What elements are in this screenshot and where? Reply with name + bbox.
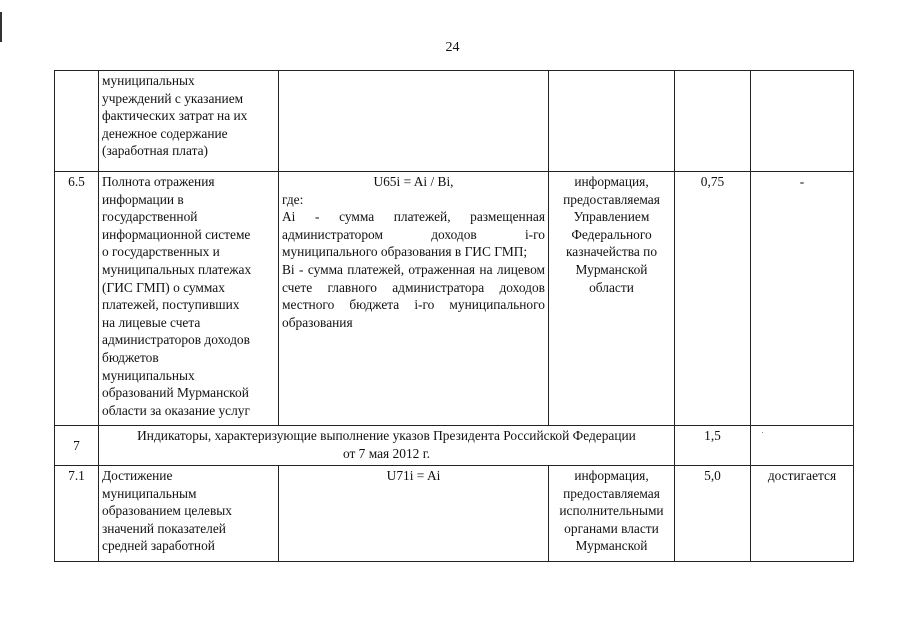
text-line: платежей, поступивших xyxy=(102,297,240,313)
text-line: бюджетов xyxy=(102,349,159,365)
text-line: Федерального xyxy=(571,226,652,242)
formula-where: где: xyxy=(282,191,304,207)
formula-main: U71i = Ai xyxy=(386,468,441,483)
page-number: 24 xyxy=(445,40,460,55)
indicator-name xyxy=(99,172,279,426)
source-cell xyxy=(549,172,675,426)
formula-definition-b: Bi - сумма платежей, отраженная на лицевом счете главного администратора доходов местного бюджета i-го муниципального образования xyxy=(282,261,545,330)
source-cell xyxy=(549,71,675,172)
weight-cell: 5,0 xyxy=(675,466,751,562)
text-line: информационной системе xyxy=(102,226,251,242)
text-line: муниципальных xyxy=(102,367,195,383)
weight-cell: 0,75 xyxy=(675,172,751,426)
text-line: предоставляемая xyxy=(563,485,660,501)
text-line: (ГИС ГМП) о суммах xyxy=(102,279,225,295)
text-line: предоставляемая xyxy=(563,191,660,207)
text-line: органами власти xyxy=(564,520,659,536)
formula-cell xyxy=(279,172,549,426)
text-line: на лицевые счета xyxy=(102,314,201,330)
text-line: информация, xyxy=(574,468,649,483)
target-cell: - xyxy=(751,172,854,426)
source-cell xyxy=(549,466,675,562)
text-line: информация, xyxy=(574,174,649,189)
text-line: (заработная плата) xyxy=(102,143,208,159)
formula-cell xyxy=(279,466,549,562)
formula-cell xyxy=(279,71,549,172)
margin-mark xyxy=(0,12,2,42)
row-number xyxy=(55,71,99,172)
weight-cell xyxy=(675,71,751,172)
target-cell: достигается xyxy=(751,466,854,562)
text-line: исполнительными xyxy=(559,503,664,519)
text-line: муниципальных платежах xyxy=(102,261,252,277)
text-line: фактических затрат на их xyxy=(102,108,248,124)
table-row xyxy=(55,426,854,466)
indicator-table xyxy=(54,70,854,562)
table-row xyxy=(55,466,854,562)
text-line: Мурманской xyxy=(575,261,648,277)
scan-speck xyxy=(762,432,763,433)
target-cell xyxy=(751,71,854,172)
section-heading xyxy=(99,426,675,466)
indicator-name xyxy=(99,71,279,172)
text-line: средней заработной xyxy=(102,538,215,554)
weight-cell: 1,5 xyxy=(675,426,751,466)
formula-definition-a: Ai - сумма платежей, размещенная администратором доходов i-го муниципального образования в ГИС ГМП; xyxy=(282,209,545,260)
row-number: 6.5 xyxy=(55,172,99,426)
text-line: Индикаторы, характеризующие выполнение указов Президента Российской Федерации xyxy=(137,428,636,443)
table-row xyxy=(55,71,854,172)
text-line: государственной xyxy=(102,209,198,225)
text-line: учреждений с указанием xyxy=(102,90,244,106)
text-line: муниципальным xyxy=(102,485,197,501)
row-number: 7 xyxy=(55,426,99,466)
text-line: от 7 мая 2012 г. xyxy=(342,445,431,461)
table-row xyxy=(55,172,854,426)
text-line: казначейства по xyxy=(565,244,658,260)
text-line: муниципальных xyxy=(102,73,195,88)
text-line: Мурманской xyxy=(575,538,648,554)
text-line: о государственных и xyxy=(102,244,220,260)
indicator-name xyxy=(99,466,279,562)
text-line: значений показателей xyxy=(102,520,226,536)
text-line: Управлением xyxy=(573,209,650,225)
text-line: информации в xyxy=(102,191,184,207)
target-cell xyxy=(751,426,854,466)
text-line: области xyxy=(589,279,634,295)
text-line: Полнота отражения xyxy=(102,174,215,189)
text-line: денежное содержание xyxy=(102,125,228,141)
formula-main: U65i = Ai / Bi, xyxy=(373,174,454,189)
text-line: образованием целевых xyxy=(102,503,232,519)
text-line: администраторов доходов xyxy=(102,332,250,348)
text-line: области за оказание услуг xyxy=(102,402,250,418)
row-number: 7.1 xyxy=(55,466,99,562)
text-line: образований Мурманской xyxy=(102,385,249,401)
text-line: Достижение xyxy=(102,468,173,483)
